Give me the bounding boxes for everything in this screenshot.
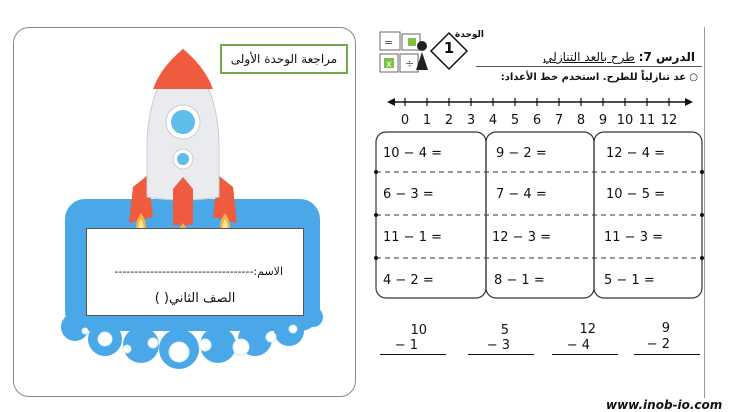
equation: 7 − 4 =: [496, 187, 547, 202]
equation: 11 − 1 =: [383, 230, 442, 245]
lesson-title: طرح بالعد التنازلي: [543, 50, 635, 64]
equation: 9 − 2 =: [496, 146, 547, 161]
rocket-illustration: [13, 27, 354, 395]
number-line-tick: 10: [616, 113, 634, 128]
number-line-tick: 8: [576, 113, 586, 128]
equation: 8 − 1 =: [494, 273, 545, 288]
number-line-tick: 9: [598, 113, 608, 128]
equation: 10 − 4 =: [383, 146, 442, 161]
answer-line: [380, 354, 446, 355]
vertical-problem-bottom: − 2: [646, 337, 670, 352]
lesson-heading: [543, 50, 695, 64]
bullet-icon: ○: [686, 72, 698, 83]
number-line-tick: 11: [638, 113, 656, 128]
unit-number: 1: [443, 39, 455, 57]
vertical-problem-top: 9: [661, 321, 670, 336]
vertical-problem-bottom: − 1: [394, 338, 418, 353]
equation: 11 − 3 =: [604, 230, 663, 245]
vertical-problem-bottom: − 3: [486, 338, 510, 353]
equation: 10 − 5 =: [606, 187, 665, 202]
svg-text:=: =: [384, 36, 394, 49]
equation: 12 − 4 =: [606, 146, 665, 161]
answer-line: [634, 354, 700, 355]
vertical-problem-bottom: − 4: [566, 338, 590, 353]
number-line-tick: 3: [466, 113, 476, 128]
lesson-label: الدرس 7:: [638, 50, 695, 64]
unit-label: الوحدة: [454, 30, 484, 40]
answer-line: [552, 354, 618, 355]
number-line: [385, 92, 695, 112]
grade-label: الصف الثاني( ): [154, 291, 236, 306]
instruction-text: [500, 72, 698, 83]
number-line-tick: 1: [422, 113, 432, 128]
vertical-problem-top: 10: [410, 323, 427, 338]
equation: 12 − 3 =: [492, 230, 551, 245]
svg-text:x: x: [386, 59, 392, 70]
review-title-box: مراجعة الوحدة الأولى: [220, 44, 348, 74]
student-info-box: [86, 228, 304, 316]
vertical-problem-top: 12: [579, 322, 596, 337]
number-line-tick: 2: [444, 113, 454, 128]
vertical-problem-top: 5: [500, 323, 509, 338]
answer-line: [468, 354, 534, 355]
equation: 5 − 1 =: [604, 273, 655, 288]
number-line-tick: 0: [400, 113, 410, 128]
number-line-tick: 4: [488, 113, 498, 128]
blocks-icon: [378, 30, 434, 76]
equation: 6 − 3 =: [383, 187, 434, 202]
number-line-tick: 6: [532, 113, 542, 128]
instruction-label: عد تنازلياً للطرح. استخدم خط الأعداد:: [500, 72, 687, 83]
header-divider: [476, 66, 702, 67]
number-line-tick: 12: [660, 113, 678, 128]
number-line-tick: 5: [510, 113, 520, 128]
name-field-label: الاسم:-----------------------------------: [114, 265, 283, 278]
equation: 4 − 2 =: [383, 273, 434, 288]
website-watermark: www.inob-io.com: [606, 398, 723, 412]
number-line-tick: 7: [554, 113, 564, 128]
svg-text:÷: ÷: [405, 57, 415, 70]
